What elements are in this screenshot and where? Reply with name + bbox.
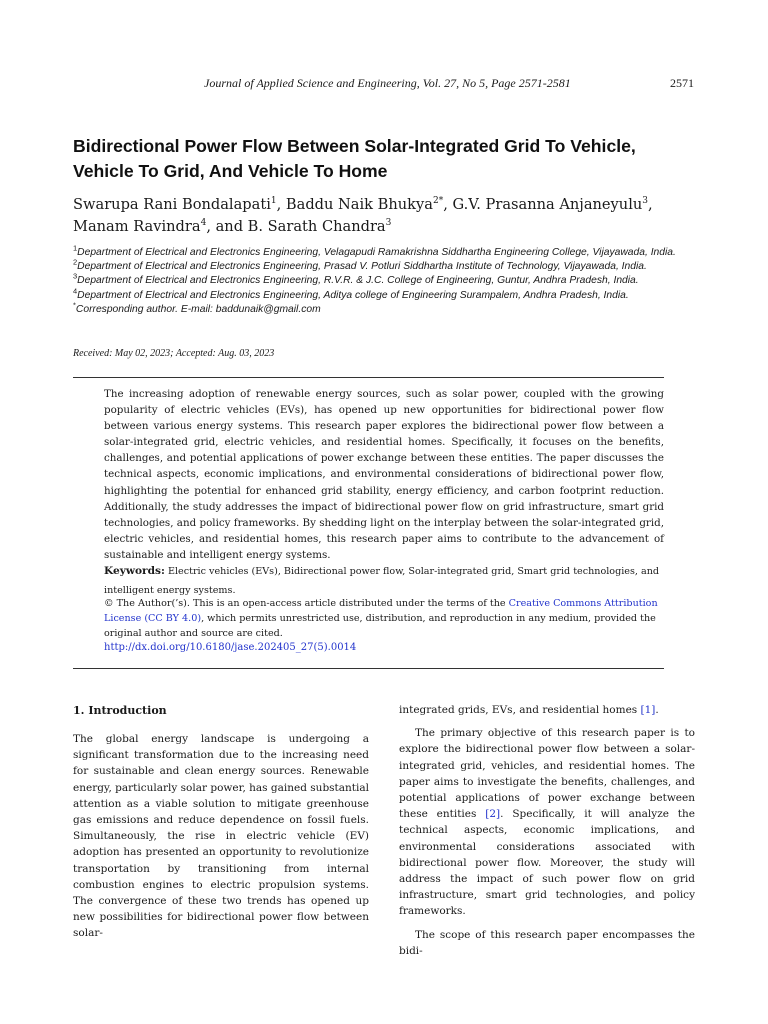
journal-citation: Journal of Applied Science and Engineering, Vol. 27, No 5, Page 2571-2581 bbox=[204, 76, 571, 90]
author-affiliation-mark: 3 bbox=[385, 218, 392, 229]
paragraph-text: . bbox=[655, 704, 659, 716]
author-separator: , bbox=[443, 196, 453, 213]
keywords-text: Electric vehicles (EVs), Bidirectional power flow, Solar-integrated grid, Smart grid technologies, and intelligent energy systems. bbox=[104, 566, 660, 596]
affiliation-item bbox=[73, 243, 698, 260]
right-column bbox=[399, 702, 695, 959]
left-column bbox=[73, 731, 369, 942]
author-list bbox=[73, 194, 698, 238]
author-name: Manam Ravindra bbox=[73, 218, 201, 235]
author-name: B. Sarath Chandra bbox=[247, 218, 386, 235]
citation-link[interactable]: [2] bbox=[485, 808, 501, 821]
author-name: Baddu Naik Bhukya bbox=[285, 196, 433, 213]
affiliation-item bbox=[73, 286, 698, 303]
received-accepted-dates: Received: May 02, 2023; Accepted: Aug. 03, 2023 bbox=[73, 348, 275, 359]
corresponding-author bbox=[73, 300, 698, 317]
citation-link[interactable]: [1] bbox=[640, 704, 656, 716]
paragraph-text: integrated grids, EVs, and residential homes bbox=[399, 704, 641, 716]
affiliation-text: Corresponding author. E-mail: baddunaik@gmail.com bbox=[75, 303, 321, 315]
affiliation-text: Department of Electrical and Electronics Engineering, Velagapudi Ramakrishna Siddhartha Engineering College, Vijayawada, India. bbox=[77, 247, 676, 258]
running-header bbox=[0, 76, 768, 92]
license-notice bbox=[104, 597, 664, 641]
paragraph-text: . Specifically, it will analyze the technical aspects, economic implications, and environmental considerations associated with bidirectional power flow. Moreover, the study will address the impact of such power flow on grid infrastructure, smart grid technologies, and policy frameworks. bbox=[399, 808, 695, 918]
keywords-label: Keywords: bbox=[104, 565, 165, 577]
license-link[interactable]: Creative Commons Attribution License (CC BY 4.0) bbox=[104, 598, 658, 624]
page-number: 2571 bbox=[670, 76, 694, 90]
paper-title: Bidirectional Power Flow Between Solar-Integrated Grid To Vehicle, Vehicle To Grid, And Vehicle To Home bbox=[73, 136, 636, 181]
author-separator: , bbox=[276, 196, 286, 213]
author-separator: , bbox=[648, 196, 653, 213]
affiliation-text: Department of Electrical and Electronics Engineering, Aditya college of Engineering Surampalem, Andhra Pradesh, India. bbox=[77, 289, 629, 301]
affiliation-text: Department of Electrical and Electronics Engineering, Prasad V. Potluri Siddhartha Institute of Technology, Vijayawada, India. bbox=[77, 261, 647, 273]
author-separator: , and bbox=[206, 218, 248, 235]
scope-paragraph: The scope of this research paper encompasses the bidi- bbox=[399, 928, 695, 957]
affiliation-list bbox=[73, 243, 698, 317]
author-affiliation-mark: 1 bbox=[270, 196, 277, 207]
affiliation-mark: 2 bbox=[73, 257, 78, 267]
author-name: G.V. Prasanna Anjaneyulu bbox=[452, 196, 643, 213]
author-affiliation-mark: 3 bbox=[642, 196, 648, 207]
license-prefix: © The Author(’s). This is an open-access article distributed under the terms of the bbox=[104, 598, 509, 609]
abstract-top-rule bbox=[73, 377, 664, 378]
affiliation-text: Department of Electrical and Electronics Engineering, R.V.R. & J.C. College of Engineering, Guntur, Andhra Pradesh, India. bbox=[77, 275, 639, 287]
author-name: Swarupa Rani Bondalapati bbox=[73, 196, 271, 213]
doi-link[interactable]: http://dx.doi.org/10.6180/jase.202405_27(5).0014 bbox=[104, 642, 357, 653]
objective-paragraph bbox=[399, 725, 695, 919]
affiliation-mark: 1 bbox=[73, 243, 78, 253]
affiliation-item bbox=[73, 257, 698, 274]
affiliation-mark: * bbox=[73, 300, 76, 310]
introduction-paragraph-continued bbox=[399, 702, 695, 718]
affiliation-mark: 3 bbox=[73, 271, 78, 281]
author-affiliation-mark: 4 bbox=[200, 218, 207, 229]
section-heading-introduction: 1. Introduction bbox=[73, 704, 167, 717]
keywords bbox=[104, 562, 664, 600]
introduction-paragraph: The global energy landscape is undergoing a significant transformation due to the increasing need for sustainable and clean energy sources. Renewable energy, particularly solar power, has gained substantial attention as a viable solution to mitigate greenhouse gas emissions and reduce dependence on fossil fuels. Simultaneously, the rise in electric vehicle (EV) adoption has presented an opportunity to revolutionize transportation by transitioning from internal combustion engines to electric propulsion systems. The convergence of these two trends has opened up new possibilities for bidirectional power flow between solar- bbox=[73, 733, 369, 940]
abstract-bottom-rule bbox=[73, 668, 664, 669]
affiliation-item bbox=[73, 271, 698, 288]
author-affiliation-mark: 2* bbox=[432, 196, 444, 207]
abstract-text: The increasing adoption of renewable energy sources, such as solar power, coupled with the growing popularity of electric vehicles (EVs), has opened up new opportunities for bidirectional power flow between various energy systems. This research paper explores the bidirectional power flow between a solar-integrated grid, electric vehicles, and residential homes. Specifically, it focuses on the benefits, challenges, and potential applications of power exchange between these entities. The paper discusses the technical aspects, economic implications, and environmental considerations of bidirectional power flow, highlighting the potential for enhanced grid stability, energy efficiency, and carbon footprint reduction. Additionally, the study addresses the impact of bidirectional power flow on grid infrastructure, smart grid technologies, and policy frameworks. By shedding light on the interplay between the solar-integrated grid, electric vehicles, and residential homes, this research paper aims to contribute to the advancement of sustainable and intelligent energy systems. bbox=[104, 388, 664, 561]
license-suffix: , which permits unrestricted use, distribution, and reproduction in any medium, provided the original author and source are cited. bbox=[104, 612, 656, 639]
affiliation-mark: 4 bbox=[73, 286, 78, 296]
paragraph-text: The primary objective of this research paper is to explore the bidirectional power flow between a solar-integrated grid, vehicles, and residential homes. The paper aims to investigate the benefits, challenges, and potential applications of power exchange between these entities bbox=[399, 727, 695, 821]
